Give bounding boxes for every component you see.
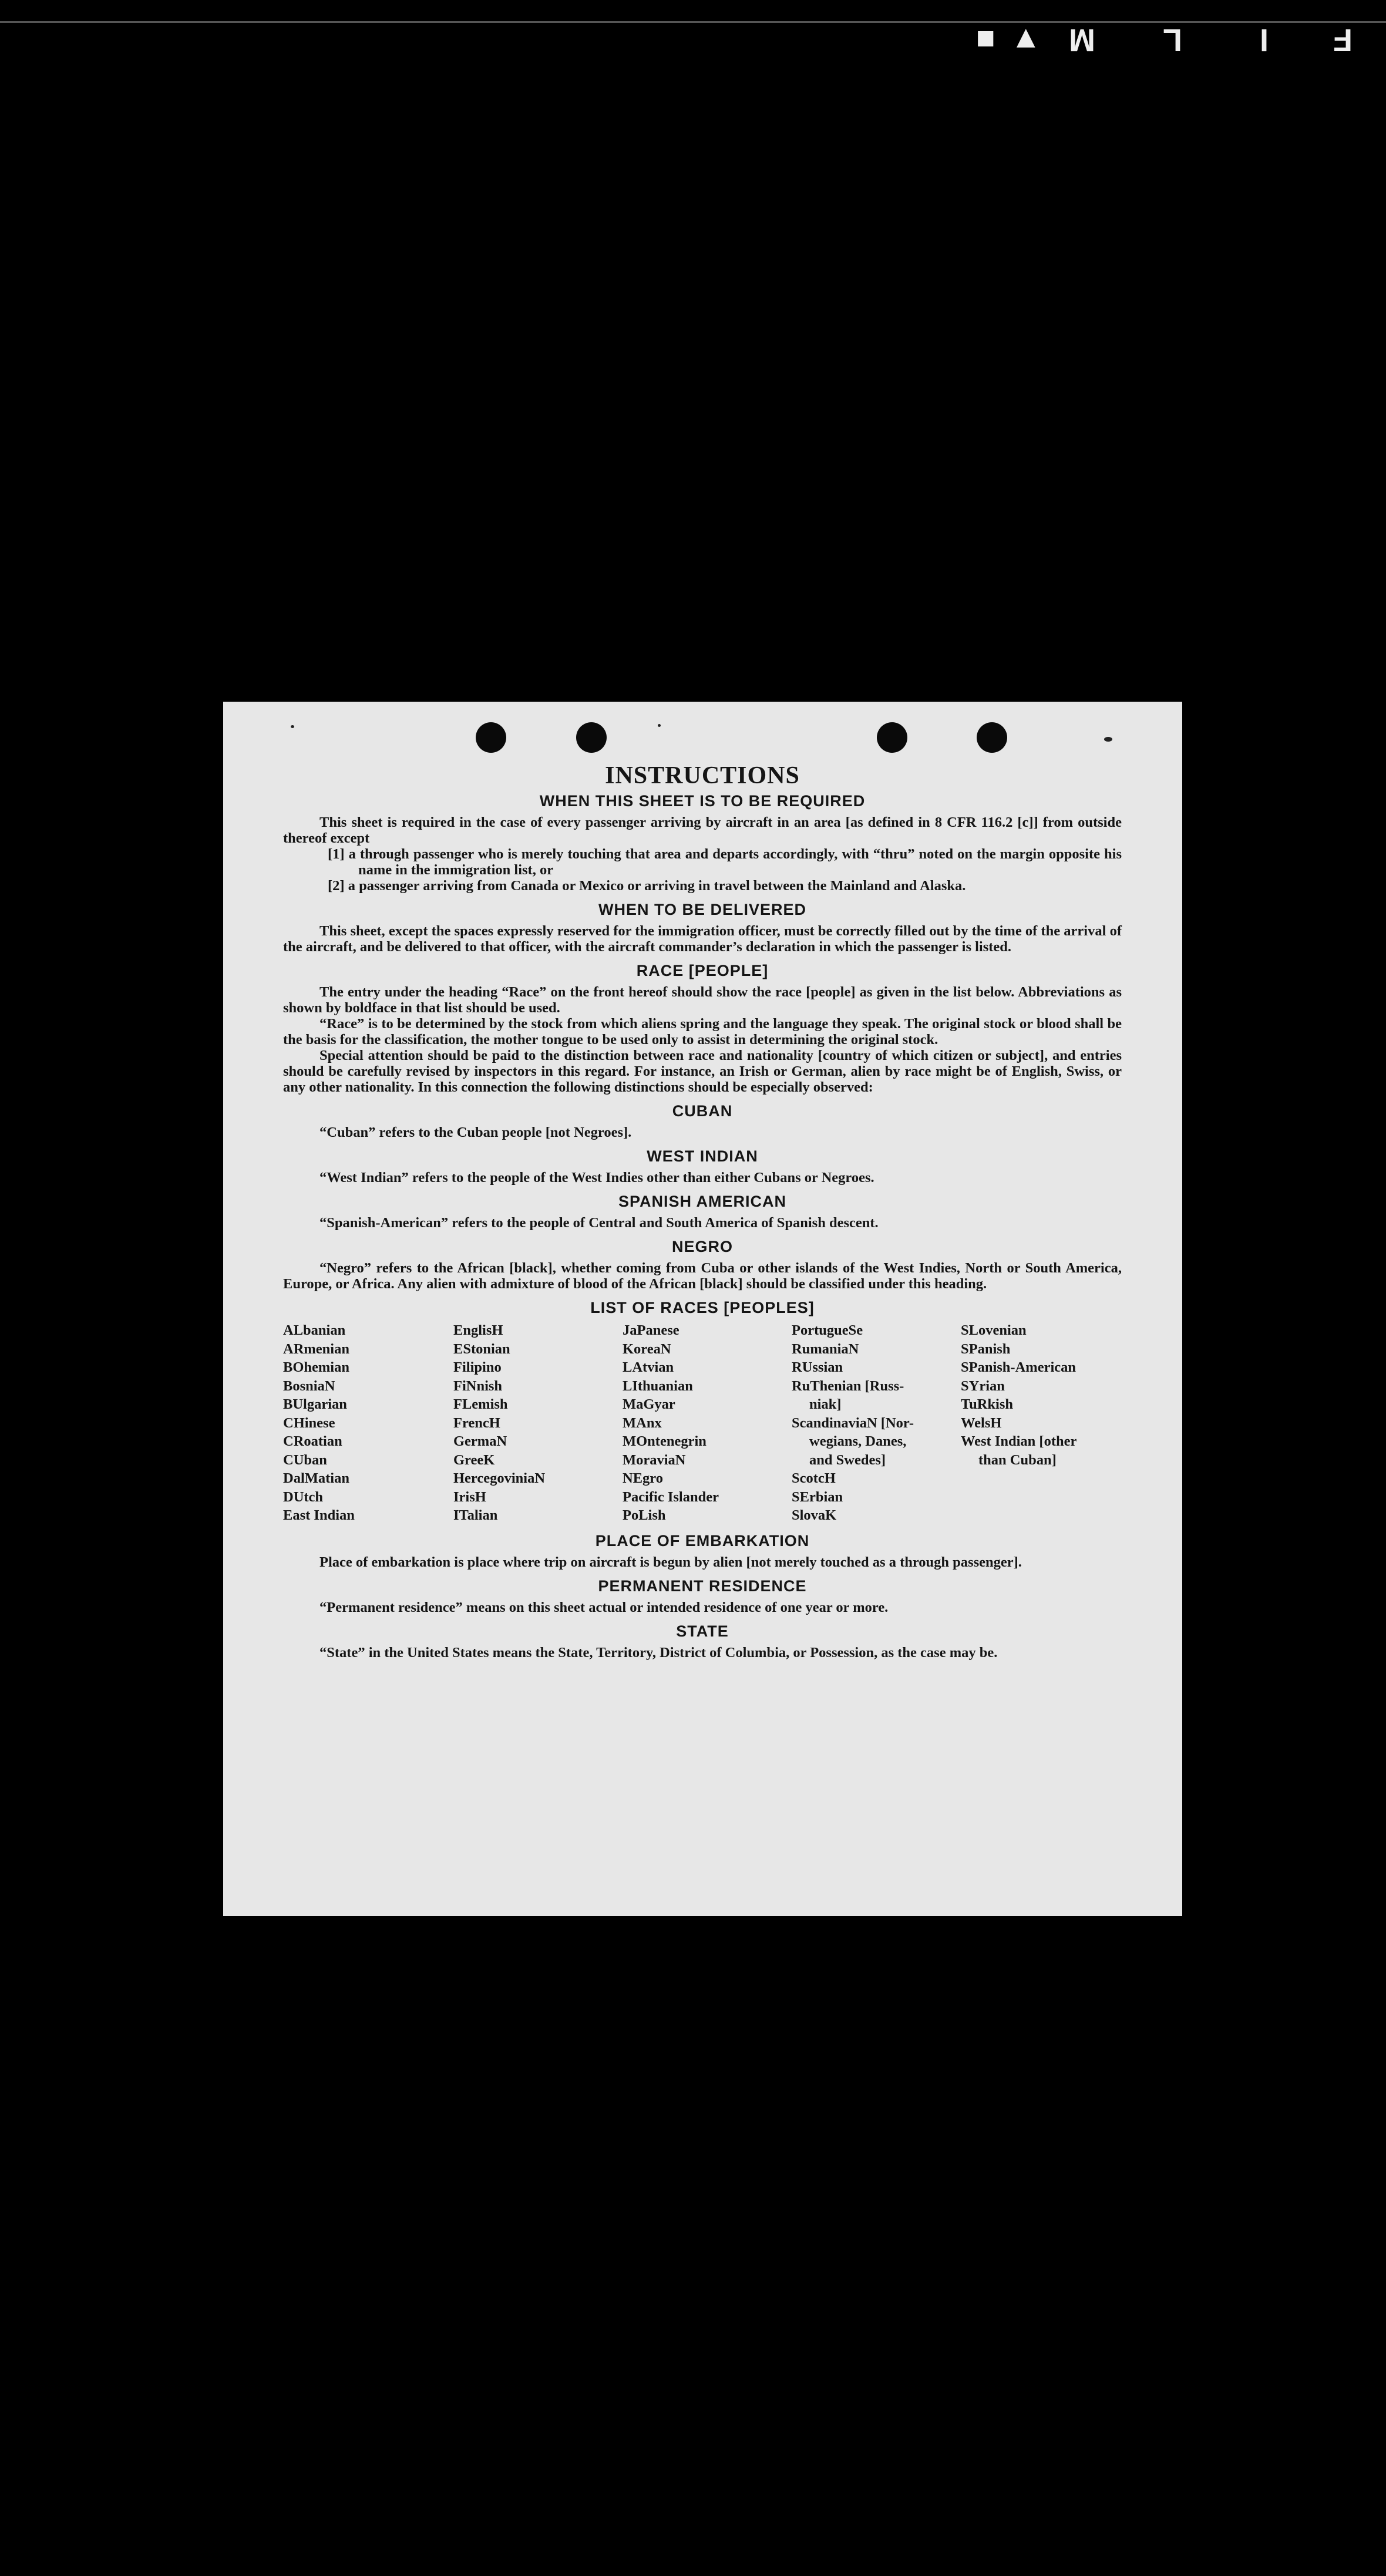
race-item: EnglisH — [453, 1322, 503, 1338]
race-item: SLovenian — [961, 1322, 1027, 1338]
race-list-column-1 — [283, 1321, 453, 1525]
race-item: SlovaK — [792, 1507, 837, 1523]
film-mark-l: L — [1163, 22, 1182, 58]
heading-cuban: CUBAN — [672, 1102, 733, 1120]
race-item: MoraviaN — [623, 1452, 686, 1468]
race-paragraph-1: The entry under the heading “Race” on the front hereof should show the race [people] as given in the list below. Abbreviations as shown by boldface in that list should be used. — [283, 984, 1122, 1016]
race-paragraph-3: Special attention should be paid to the distinction between race and nationality [country of which citizen or subject], and entries should be carefully revised by inspectors in this regard. For instance, an Irish or German, alien by race might be of English, Swiss, or any other nationality. In this connection the following distinctions should be especially observed: — [283, 1048, 1122, 1095]
race-item-continued: than Cuban] — [978, 1452, 1057, 1468]
film-mark-m: M — [1069, 22, 1095, 58]
race-item: NEgro — [623, 1470, 663, 1486]
race-item-continued: and Swedes] — [809, 1452, 886, 1468]
film-mark-triangle: ▼ — [1010, 22, 1042, 58]
cuban-text: “Cuban” refers to the Cuban people [not Negroes]. — [319, 1124, 632, 1140]
race-item: GermaN — [453, 1433, 507, 1449]
race-item: PoLish — [623, 1507, 666, 1523]
heading-west-indian: WEST INDIAN — [647, 1147, 758, 1165]
race-item: ScandinaviaN [Nor- — [792, 1415, 914, 1431]
film-header-marks — [963, 22, 1386, 58]
race-item: Pacific Islander — [623, 1489, 719, 1505]
spanish-american-text: “Spanish-American” refers to the people of Central and South America of Spanish descent. — [319, 1215, 879, 1231]
race-item: RUssian — [792, 1359, 843, 1375]
heading-embarkation: PLACE OF EMBARKATION — [595, 1531, 810, 1550]
heading-spanish-american: SPANISH AMERICAN — [618, 1193, 786, 1210]
race-list-column-5 — [961, 1321, 1130, 1525]
race-item: ScotcH — [792, 1470, 836, 1486]
race-item: LAtvian — [623, 1359, 674, 1375]
negro-text: “Negro” refers to the African [black], whether coming from Cuba or other islands of the West Indies, North or South America, Europe, or Africa. Any alien with admixture of blood of the African [black] should be classified under this heading. — [283, 1260, 1122, 1292]
when-required-item-2: [2] a passenger arriving from Canada or Mexico or arriving in travel between the Mainland and Alaska. — [328, 878, 966, 894]
state-text: “State” in the United States means the State, Territory, District of Columbia, or Possession, as the case may be. — [319, 1644, 998, 1661]
punch-hole — [977, 722, 1007, 753]
race-item: MAnx — [623, 1415, 662, 1431]
race-paragraph-2: “Race” is to be determined by the stock from which aliens spring and the language they speak. The original stock or blood shall be the basis for the classification, the mother tongue to be used only to assist in determining the original stock. — [283, 1016, 1122, 1048]
when-delivered-text: This sheet, except the spaces expressly reserved for the immigration officer, must be correctly filled out by the time of the arrival of the aircraft, and be delivered to that officer, with the aircraft commander’s declaration in which the passenger is listed. — [283, 923, 1122, 955]
race-list-column-4 — [792, 1321, 961, 1525]
paper-speck — [291, 725, 294, 728]
race-item: FLemish — [453, 1396, 508, 1412]
race-list-column-3 — [623, 1321, 792, 1525]
race-item: LIthuanian — [623, 1378, 693, 1394]
permanent-residence-text: “Permanent residence” means on this sheet actual or intended residence of one year or more. — [319, 1599, 889, 1615]
paper-speck — [1104, 737, 1112, 742]
film-mark-i: I — [1260, 22, 1269, 58]
race-item: KoreaN — [623, 1341, 671, 1357]
race-item: DUtch — [283, 1489, 324, 1505]
race-item: DalMatian — [283, 1470, 349, 1486]
race-item: CHinese — [283, 1415, 335, 1431]
heading-when-delivered: WHEN TO BE DELIVERED — [598, 901, 807, 918]
race-item: IrisH — [453, 1489, 486, 1505]
race-item: HercegoviniaN — [453, 1470, 546, 1486]
punch-hole — [576, 722, 607, 753]
west-indian-text: “West Indian” refers to the people of the West Indies other than either Cubans or Negroes. — [319, 1170, 874, 1186]
instructions-body — [283, 760, 1122, 1661]
punch-hole — [476, 722, 506, 753]
race-item: Filipino — [453, 1359, 502, 1375]
paper-speck — [658, 724, 661, 727]
race-list-column-2 — [453, 1321, 623, 1525]
race-item: JaPanese — [623, 1322, 679, 1338]
page-title: INSTRUCTIONS — [605, 762, 800, 789]
heading-race: RACE [PEOPLE] — [636, 962, 769, 979]
when-required-intro: This sheet is required in the case of every passenger arriving by aircraft in an area [as defined in 8 CFR 116.2 [c]] from outside thereof except — [283, 814, 1122, 846]
when-required-item-1: [1] a through passenger who is merely touching that area and departs accordingly, with “thru” noted on the margin opposite his name in the immigration list, or — [328, 846, 1122, 878]
race-item: RumaniaN — [792, 1341, 859, 1357]
race-item: WelsH — [961, 1415, 1002, 1431]
race-item: RuThenian [Russ- — [792, 1378, 904, 1394]
race-item: BosniaN — [283, 1378, 335, 1394]
race-item: ITalian — [453, 1507, 498, 1523]
race-item: CUban — [283, 1452, 327, 1468]
race-item-continued: niak] — [809, 1396, 842, 1412]
race-item: SErbian — [792, 1489, 843, 1505]
embarkation-text: Place of embarkation is place where trip on aircraft is begun by alien [not merely touched as a through passenger]. — [319, 1554, 1022, 1570]
punch-hole — [877, 722, 907, 753]
film-mark-square: ■ — [976, 22, 995, 58]
heading-negro: NEGRO — [671, 1238, 733, 1255]
race-list — [283, 1321, 1122, 1525]
race-item: FiNnish — [453, 1378, 503, 1394]
race-item: ALbanian — [283, 1322, 346, 1338]
heading-permanent-residence: PERMANENT RESIDENCE — [598, 1577, 807, 1595]
race-item: TuRkish — [961, 1396, 1014, 1412]
race-item: SYrian — [961, 1378, 1005, 1394]
heading-list-of-races: LIST OF RACES [PEOPLES] — [590, 1299, 815, 1316]
film-mark-f: F — [1333, 22, 1353, 58]
race-item: ARmenian — [283, 1341, 349, 1357]
race-item: GreeK — [453, 1452, 495, 1468]
race-item: EStonian — [453, 1341, 510, 1357]
race-item: SPanish — [961, 1341, 1011, 1357]
race-item: West Indian [other — [961, 1433, 1077, 1449]
race-item: PortugueSe — [792, 1322, 863, 1338]
heading-when-required: WHEN THIS SHEET IS TO BE REQUIRED — [539, 792, 866, 810]
race-item: SPanish-American — [961, 1359, 1076, 1375]
race-item: MOntenegrin — [623, 1433, 707, 1449]
race-item: FrencH — [453, 1415, 500, 1431]
race-item: East Indian — [283, 1507, 355, 1523]
race-item-continued: wegians, Danes, — [809, 1433, 907, 1449]
race-item: BOhemian — [283, 1359, 349, 1375]
heading-state: STATE — [676, 1622, 729, 1640]
race-item: CRoatian — [283, 1433, 342, 1449]
instruction-sheet — [223, 702, 1182, 1916]
race-item: MaGyar — [623, 1396, 675, 1412]
race-item: BUlgarian — [283, 1396, 347, 1412]
